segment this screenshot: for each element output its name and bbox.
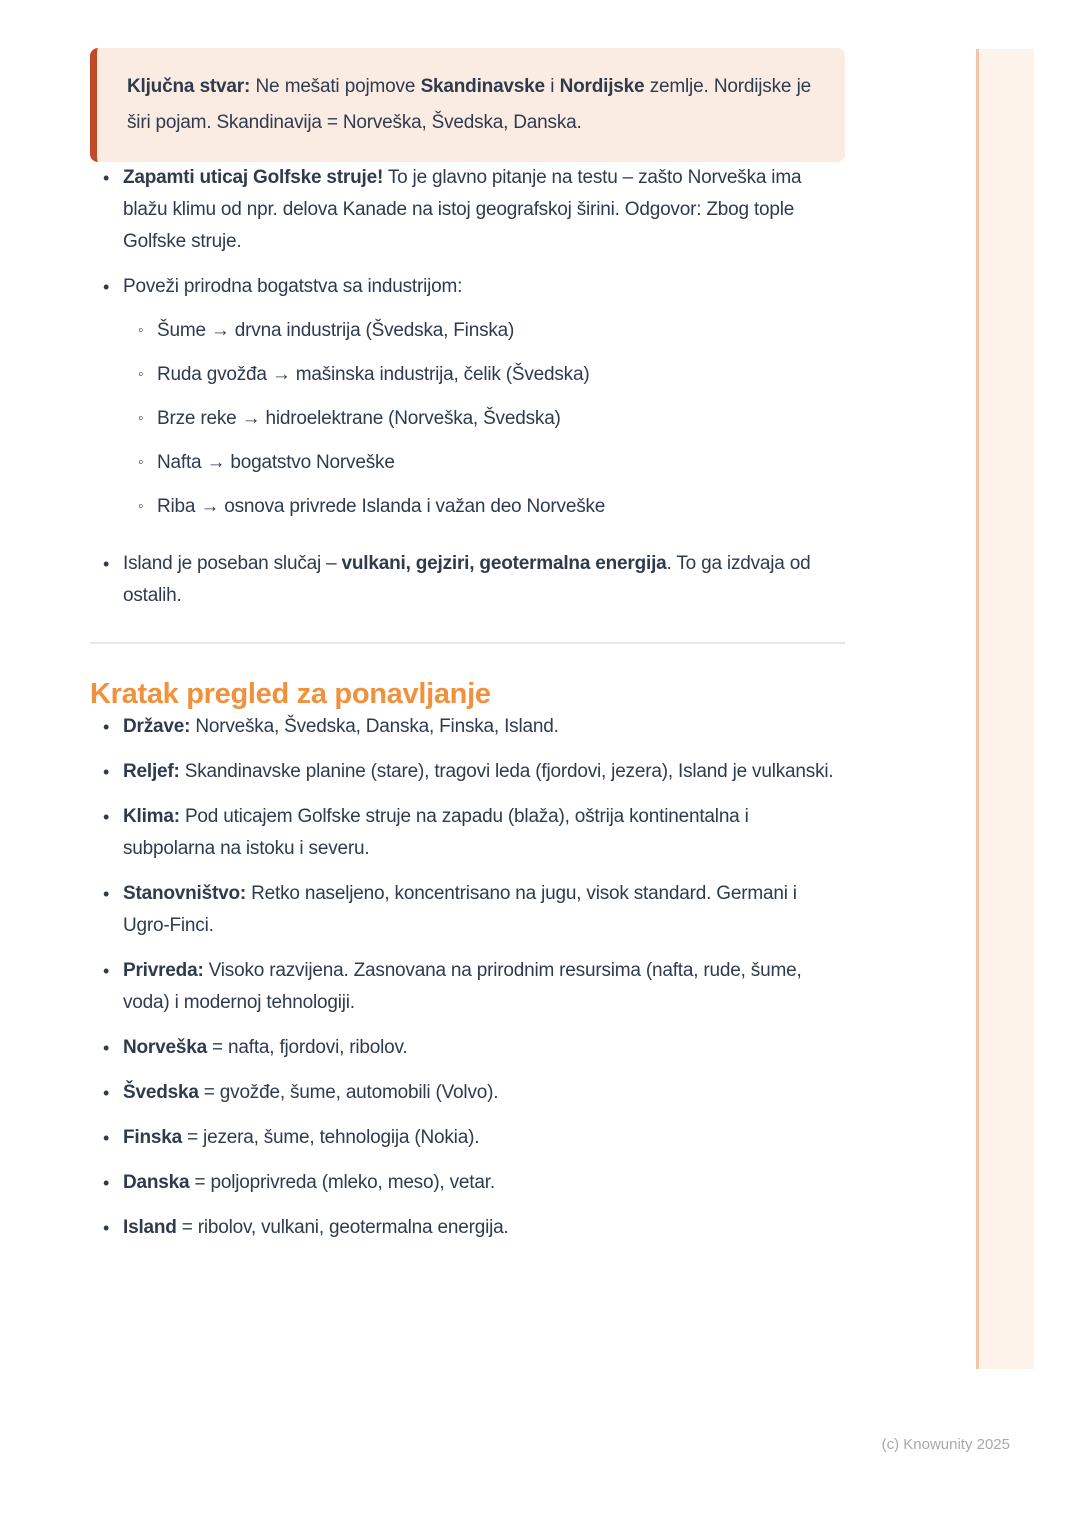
list-item-body — [123, 801, 845, 865]
list-item — [90, 162, 845, 258]
list-item-body — [123, 955, 845, 1019]
section-heading: Kratak pregled za ponavljanje — [90, 678, 491, 710]
list-item-text: Države: Norveška, Švedska, Danska, Finska, Island. — [123, 716, 559, 737]
list-item-body — [123, 271, 845, 523]
list-item-text: Reljef: Skandinavske planine (stare), tragovi leda (fjordovi, jezera), Island je vulkanski. — [123, 761, 834, 782]
bullet-icon: • — [103, 1218, 110, 1238]
list-item — [90, 1122, 845, 1154]
bullet-icon: • — [103, 961, 110, 981]
list-item-text: Stanovništvo: Retko naseljeno, koncentrisano na jugu, visok standard. Germani i Ugro-Finci. — [123, 883, 797, 936]
bullet-icon: • — [103, 762, 110, 782]
list-item-text: Poveži prirodna bogatstva sa industrijom: — [123, 276, 463, 297]
list-item — [90, 271, 845, 523]
content-column — [90, 48, 845, 1257]
bullet-icon: • — [103, 1083, 110, 1103]
list-item-body — [123, 1077, 845, 1109]
sub-list-item — [123, 315, 845, 347]
sub-list-item — [123, 447, 845, 479]
bullet-icon: • — [103, 717, 110, 737]
circle-bullet-icon: ◦ — [138, 366, 144, 383]
circle-bullet-icon: ◦ — [138, 322, 144, 339]
sub-list — [123, 315, 845, 523]
list-item — [90, 1167, 845, 1199]
circle-bullet-icon: ◦ — [138, 454, 144, 471]
list-item — [90, 756, 845, 788]
list-item-text: Klima: Pod uticajem Golfske struje na zapadu (blaža), oštrija kontinentalna i subpolarna na istoku i severu. — [123, 806, 749, 859]
sub-item-text: Ruda gvožđa → mašinska industrija, čelik (Švedska) — [157, 364, 590, 385]
list-item-body — [123, 162, 845, 258]
review-list — [90, 711, 845, 1244]
sub-item-text: Brze reke → hidroelektrane (Norveška, Švedska) — [157, 408, 561, 429]
list-item-text: Island = ribolov, vulkani, geotermalna energija. — [123, 1217, 509, 1238]
bullet-icon: • — [103, 807, 110, 827]
list-item-body — [123, 1122, 845, 1154]
list-item-text: Zapamti uticaj Golfske struje! To je glavno pitanje na testu – zašto Norveška ima blažu klimu od npr. delova Kanade na istoj geografskoj širini. Odgovor: Zbog tople Golfske struje. — [123, 167, 802, 252]
bullet-icon: • — [103, 554, 110, 574]
sub-item-text: Šume → drvna industrija (Švedska, Finska) — [157, 320, 515, 341]
key-point-callout — [90, 48, 845, 162]
bullet-icon: • — [103, 1128, 110, 1148]
list-item-text: Island je poseban slučaj – vulkani, gejziri, geotermalna energija. To ga izdvaja od ostalih. — [123, 553, 811, 606]
list-item-body — [123, 878, 845, 942]
list-item-text: Danska = poljoprivreda (mleko, meso), vetar. — [123, 1172, 495, 1193]
sub-item-text: Riba → osnova privrede Islanda i važan deo Norveške — [157, 496, 606, 517]
section-divider — [90, 642, 845, 644]
bullet-icon: • — [103, 1038, 110, 1058]
callout-text: Ključna stvar: Ne mešati pojmove Skandinavske i Nordijske zemlje. Nordijske je širi pojam. Skandinavija = Norveška, Švedska, Danska. — [127, 76, 811, 133]
list-item-text: Norveška = nafta, fjordovi, ribolov. — [123, 1037, 408, 1058]
sub-list-item — [123, 403, 845, 435]
circle-bullet-icon: ◦ — [138, 410, 144, 427]
footer-copyright: (c) Knowunity 2025 — [881, 1436, 1010, 1453]
list-item-text: Švedska = gvožđe, šume, automobili (Volvo). — [123, 1082, 499, 1103]
bullet-icon: • — [103, 168, 110, 188]
list-item-body — [123, 1167, 845, 1199]
bullet-icon: • — [103, 277, 110, 297]
side-strip-decoration — [976, 49, 1034, 1369]
list-item-body — [123, 756, 845, 788]
list-item — [90, 878, 845, 942]
list-item — [90, 1077, 845, 1109]
list-item-body — [123, 1032, 845, 1064]
bullet-icon: • — [103, 1173, 110, 1193]
circle-bullet-icon: ◦ — [138, 498, 144, 515]
list-item-body — [123, 548, 845, 612]
list-item — [90, 548, 845, 612]
sub-list-item — [123, 491, 845, 523]
list-item — [90, 1032, 845, 1064]
list-item-body — [123, 711, 845, 743]
list-item — [90, 1212, 845, 1244]
notes-list — [90, 162, 845, 612]
list-item-text: Finska = jezera, šume, tehnologija (Nokia). — [123, 1127, 480, 1148]
bullet-icon: • — [103, 884, 110, 904]
list-item-body — [123, 1212, 845, 1244]
sub-list-item — [123, 359, 845, 391]
list-item-text: Privreda: Visoko razvijena. Zasnovana na prirodnim resursima (nafta, rude, šume, voda) i modernoj tehnologiji. — [123, 960, 802, 1013]
list-item — [90, 801, 845, 865]
list-item — [90, 711, 845, 743]
list-item — [90, 955, 845, 1019]
sub-item-text: Nafta → bogatstvo Norveške — [157, 452, 395, 473]
